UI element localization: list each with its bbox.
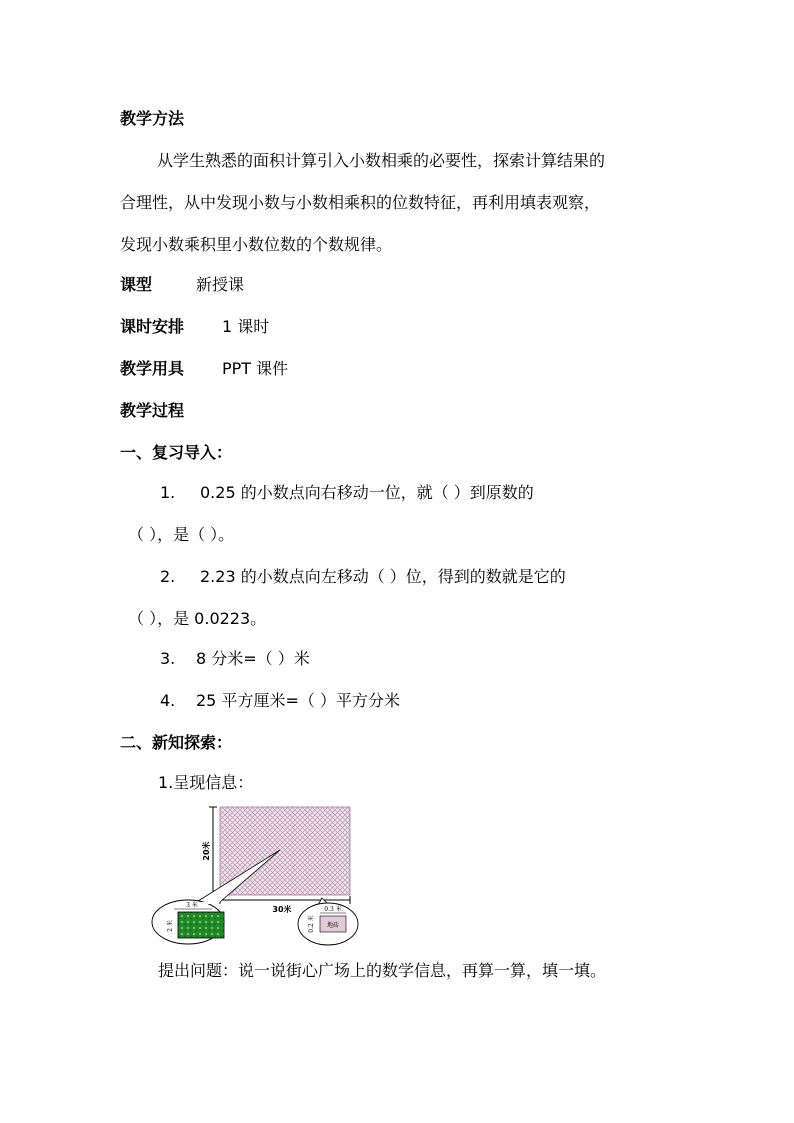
review-item-4-num: 4.: [160, 691, 176, 710]
tools-label: 教学用具: [120, 359, 185, 378]
explore-heading: 二、新知探索：: [120, 733, 233, 752]
schedule-value: 1 课时: [222, 317, 270, 336]
review-item-1-num: 1.: [160, 483, 176, 502]
explore-subheading: 1.呈现信息：: [158, 773, 254, 792]
review-heading: 一、复习导入：: [120, 443, 233, 462]
review-item-2-line-1: 2.23 的小数点向左移动（ ）位，得到的数就是它的: [200, 567, 566, 586]
lawn-width-label: 3 米: [186, 902, 198, 909]
height-label: 20米: [202, 841, 211, 861]
teaching-method-line-3: 发现小数乘积里小数位数的个数规律。: [120, 235, 393, 254]
width-label: 30米: [272, 905, 292, 914]
tile-height-label: 0.2 米: [308, 915, 315, 933]
review-item-3-num: 3.: [160, 649, 176, 668]
plaza-figure: [150, 800, 370, 952]
review-item-1-line-1: 0.25 的小数点向右移动一位，就（ ）到原数的: [200, 483, 534, 502]
question-line: 提出问题：说一说街心广场上的数学信息，再算一算，填一填。: [158, 961, 607, 980]
process-heading: 教学过程: [120, 401, 185, 420]
plaza-diagram: [150, 800, 370, 952]
review-item-3-line-1: 8 分米=（ ）米: [196, 649, 310, 668]
lawn-rectangle: [178, 912, 224, 938]
teaching-method-line-2: 合理性，从中发现小数与小数相乘积的位数特征，再利用填表观察，: [120, 193, 601, 212]
review-item-2-line-2: （ ），是 0.0223。: [128, 609, 267, 628]
tile-width-label: 0.3 米: [324, 906, 342, 913]
lesson-type-value: 新授课: [196, 275, 245, 294]
teaching-method-heading: 教学方法: [120, 109, 185, 128]
schedule-label: 课时安排: [120, 317, 185, 336]
review-item-1-line-2: （ ），是（ ）。: [128, 525, 235, 544]
lesson-type-label: 课型: [120, 275, 153, 294]
lawn-height-label: 2 米: [167, 920, 174, 932]
teaching-method-line-1: 从学生熟悉的面积计算引入小数相乘的必要性，探索计算结果的: [157, 151, 606, 170]
review-item-4-line-1: 25 平方厘米=（ ）平方分米: [196, 691, 400, 710]
tools-value: PPT 课件: [222, 359, 289, 378]
review-item-2-num: 2.: [160, 567, 176, 586]
tile-text: 地砖: [326, 922, 340, 929]
